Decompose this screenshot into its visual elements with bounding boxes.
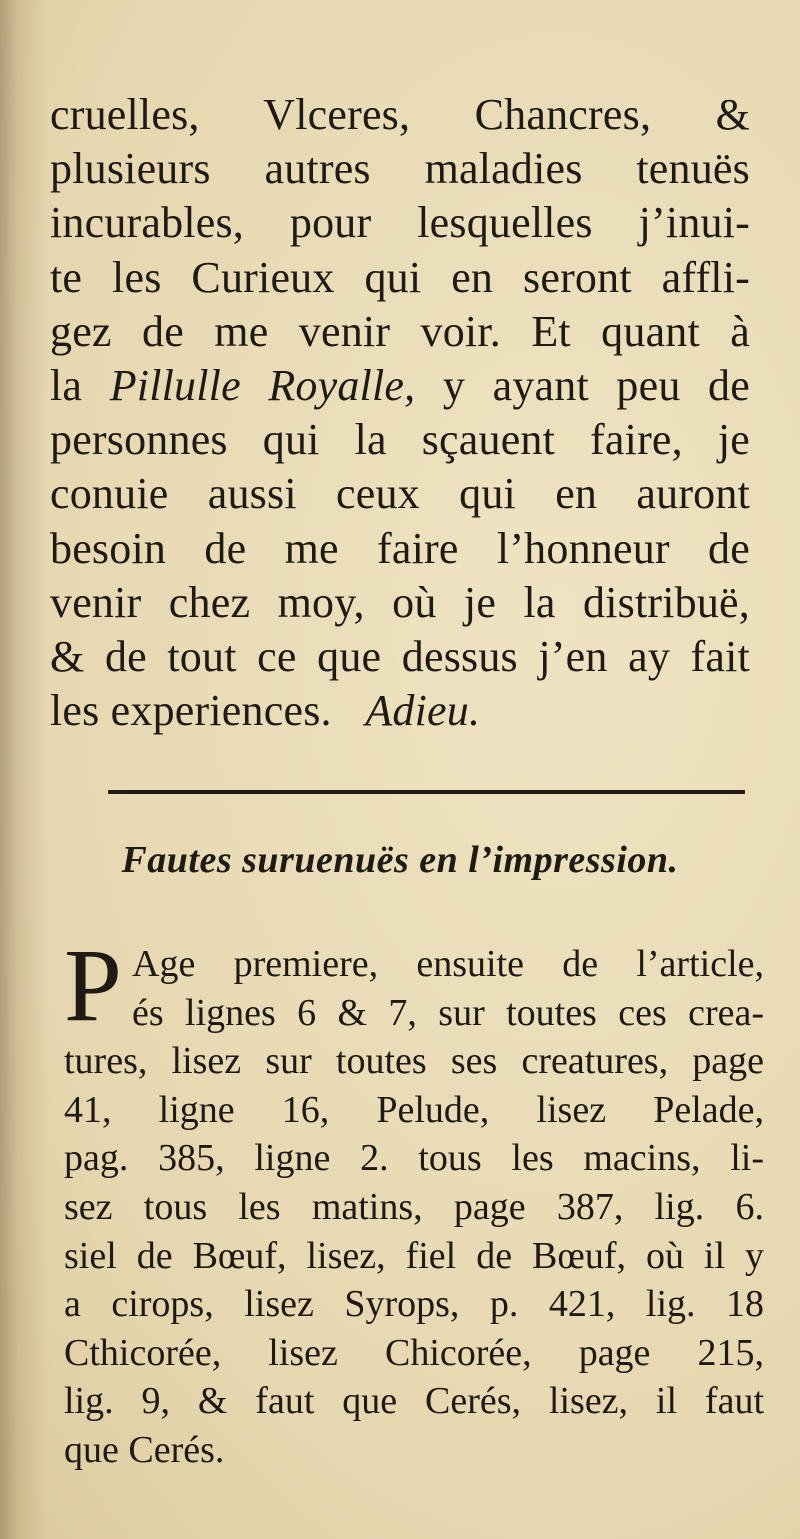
text-line: personnes qui la sçauent faire, je: [50, 415, 750, 465]
errata-line-last: que Cerés.: [64, 1428, 225, 1471]
drop-cap: P: [64, 928, 122, 1043]
text-line: incurables, pour lesquelles j’inui-: [50, 198, 750, 248]
text-line: te les Curieux qui en seront affli-: [50, 252, 750, 302]
errata-line: lig. 9, & faut que Cerés, lisez, il faut: [64, 1380, 764, 1423]
italic-phrase: Pillulle Royalle,: [109, 361, 416, 411]
section-divider: [108, 790, 745, 794]
text-line: conuie aussi ceux qui en auront: [50, 469, 750, 519]
errata-line: Age premiere, ensuite de l’article,: [132, 943, 764, 985]
main-text-block: [50, 88, 750, 738]
text-fragment: les experiences.: [50, 686, 332, 736]
errata-line: 41, ligne 16, Pelude, lisez Pelade,: [64, 1088, 764, 1131]
text-fragment: y ayant peu de: [442, 361, 750, 411]
text-line: plusieurs autres maladies tenuës: [50, 144, 750, 194]
text-line: gez de me venir voir. Et quant à: [50, 306, 750, 356]
errata-block: [64, 928, 764, 1475]
errata-line: sez tous les matins, page 387, lig. 6.: [64, 1185, 764, 1228]
errata-line: a cirops, lisez Syrops, p. 421, lig. 18: [64, 1283, 764, 1326]
errata-line: siel de Bœuf, lisez, fiel de Bœuf, où il y: [64, 1234, 764, 1277]
text-fragment: la: [50, 361, 83, 411]
text-line-last: [50, 684, 750, 738]
text-line: besoin de me faire l’honneur de: [50, 523, 750, 573]
errata-line: Cthicorée, lisez Chicorée, page 215,: [64, 1331, 764, 1374]
text-line: cruelles, Vlceres, Chancres, &: [50, 90, 750, 139]
errata-line: és lignes 6 & 7, sur toutes ces crea-: [132, 991, 764, 1034]
errata-line: tures, lisez sur toutes ses creatures, page: [64, 1040, 764, 1083]
errata-heading: Fautes suruenuës en l’impression.: [121, 839, 679, 881]
text-line: venir chez moy, où je la distribuë,: [50, 577, 750, 627]
text-line: & de tout ce que dessus j’en ay fait: [50, 632, 750, 682]
errata-line: pag. 385, ligne 2. tous les macins, li-: [64, 1137, 764, 1180]
closing-word: Adieu.: [365, 686, 481, 736]
text-line-mixed: [50, 359, 750, 413]
